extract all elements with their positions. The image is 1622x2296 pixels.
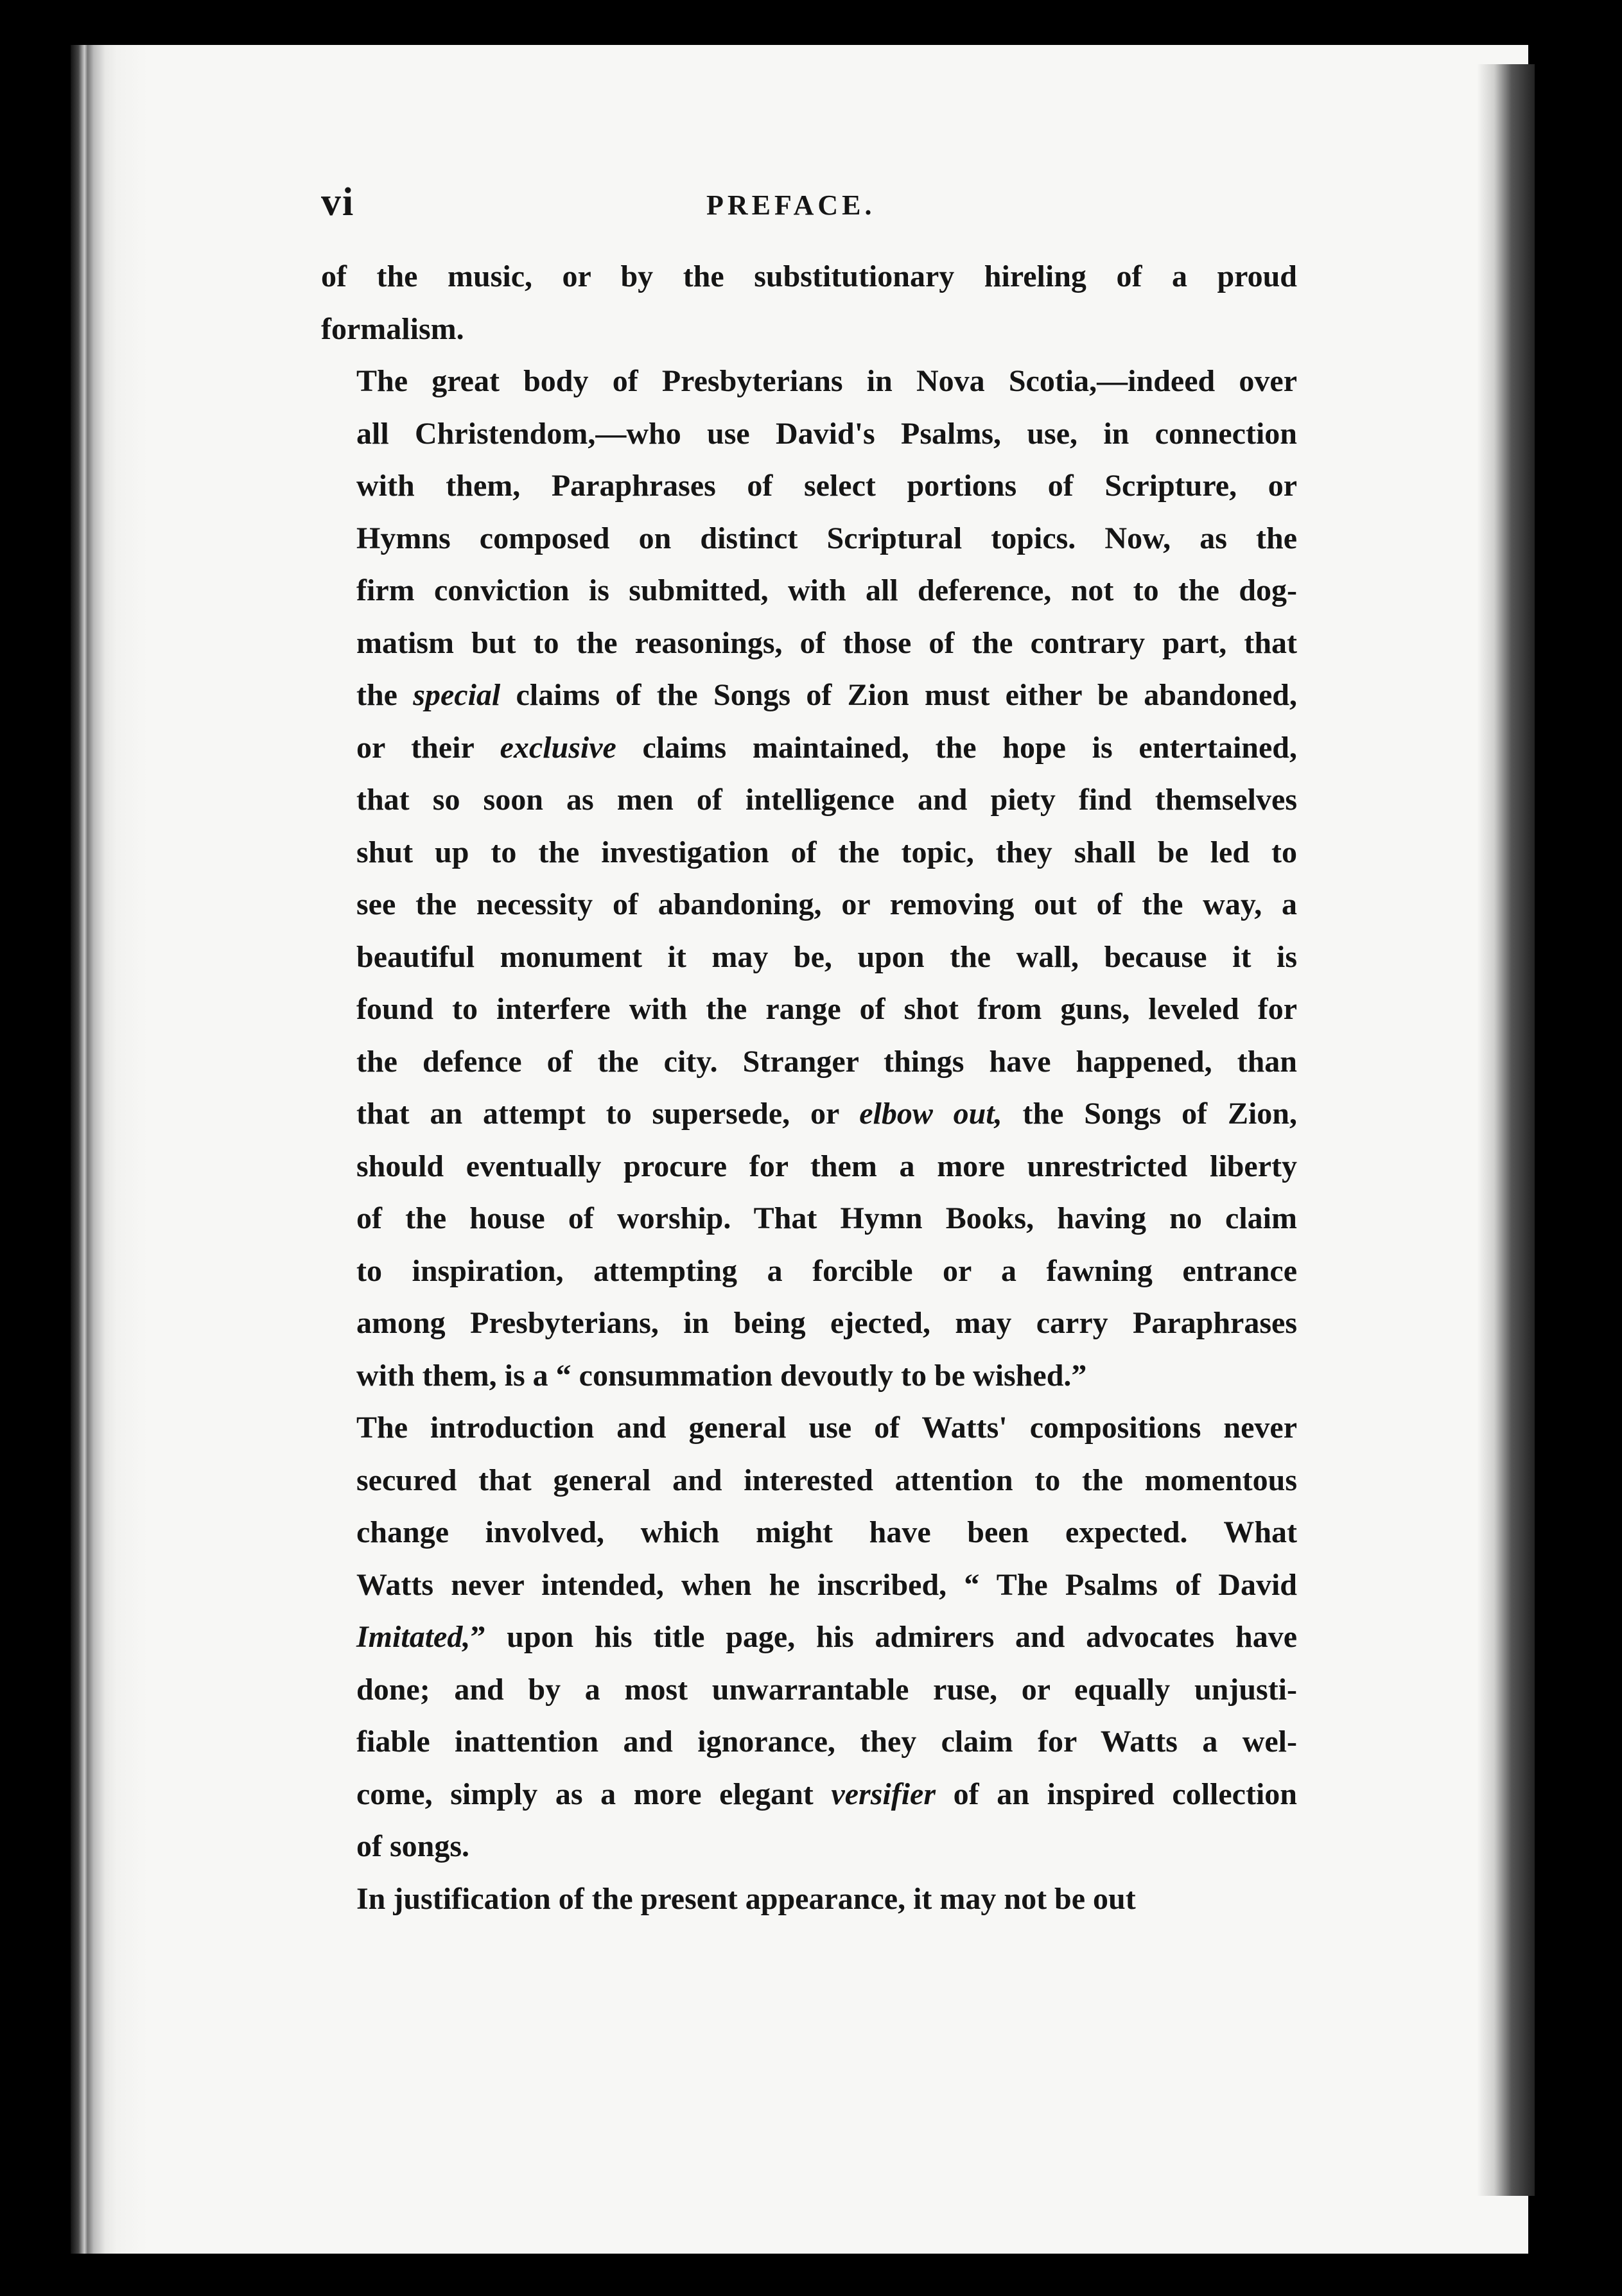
italic-phrase: Imitated, xyxy=(356,1620,471,1654)
text-line: to inspiration, attempting a forcible or a fawning entrance xyxy=(356,1253,1297,1288)
paragraph xyxy=(321,355,1297,1402)
text-line: Watts never intended, when he inscribed, “ The Psalms of David xyxy=(356,1567,1297,1602)
italic-phrase: versifier xyxy=(831,1777,936,1811)
text-line: the defence of the city. Stranger things have happened, than xyxy=(356,1044,1297,1079)
italic-phrase: elbow out, xyxy=(859,1097,1002,1131)
text-line: shut up to the investigation of the topic, they shall be led to xyxy=(356,835,1297,869)
paragraph xyxy=(321,1873,1297,1926)
running-head: PREFACE. xyxy=(706,189,876,221)
text-line: matism but to the reasonings, of those of the contrary part, that xyxy=(356,625,1297,660)
page-text-block xyxy=(321,180,1297,1925)
paragraph xyxy=(321,1402,1297,1873)
text-line: should eventually procure for them a more unrestricted liberty xyxy=(356,1149,1297,1183)
body-text xyxy=(321,250,1297,1925)
text-line: The introduction and general use of Watts' compositions never xyxy=(356,1411,1297,1445)
text-line: done; and by a most unwarrantable ruse, or equally unjusti- xyxy=(356,1672,1297,1707)
text-line: of songs. xyxy=(356,1829,470,1863)
text-line: with them, Paraphrases of select portions of Scripture, or xyxy=(356,469,1297,503)
text-line: of the house of worship. That Hymn Books, having no claim xyxy=(356,1201,1297,1235)
text-line: change involved, which might have been expected. What xyxy=(356,1515,1297,1549)
text-line: among Presbyterians, in being ejected, may carry Paraphrases xyxy=(356,1306,1297,1340)
text-line: found to interfere with the range of shot from guns, leveled for xyxy=(356,992,1297,1026)
text-line: formalism. xyxy=(321,311,464,346)
text-line: Hymns composed on distinct Scriptural topics. Now, as the xyxy=(356,521,1297,555)
text-line: with them, is a “ consummation devoutly to be wished.” xyxy=(356,1358,1087,1393)
text-line: of the music, or by the substitutionary hireling of a proud xyxy=(321,259,1297,293)
italic-phrase: exclusive xyxy=(500,730,616,765)
text-line: that an attempt to supersede, or elbow out, the Songs of Zion, xyxy=(356,1097,1297,1131)
page-header xyxy=(321,180,1297,250)
text-line: all Christendom,—who use David's Psalms, use, in connection xyxy=(356,416,1297,451)
text-line: fiable inattention and ignorance, they claim for Watts a wel- xyxy=(356,1725,1297,1759)
text-line: Imitated,” upon his title page, his admirers and advocates have xyxy=(356,1620,1297,1654)
text-line: firm conviction is submitted, with all deference, not to the dog- xyxy=(356,573,1297,607)
italic-phrase: special xyxy=(413,678,501,712)
page-gutter-edge xyxy=(71,45,148,2254)
text-line: or their exclusive claims maintained, the hope is entertained, xyxy=(356,730,1297,765)
text-line: come, simply as a more elegant versifier of an inspired collection xyxy=(356,1777,1297,1811)
text-line: In justification of the present appearance, it may not be out xyxy=(356,1881,1136,1916)
text-line: that so soon as men of intelligence and piety find themselves xyxy=(356,783,1297,817)
text-line: The great body of Presbyterians in Nova Scotia,—indeed over xyxy=(356,364,1297,398)
text-line: the special claims of the Songs of Zion must either be abandoned, xyxy=(356,678,1298,712)
text-line: beautiful monument it may be, upon the wall, because it is xyxy=(356,939,1297,974)
page-number: vi xyxy=(321,180,355,224)
text-line: secured that general and interested attention to the momentous xyxy=(356,1463,1297,1497)
text-line: see the necessity of abandoning, or removing out of the way, a xyxy=(356,887,1297,921)
page-right-shadow xyxy=(1477,64,1535,2196)
paragraph xyxy=(321,250,1297,355)
